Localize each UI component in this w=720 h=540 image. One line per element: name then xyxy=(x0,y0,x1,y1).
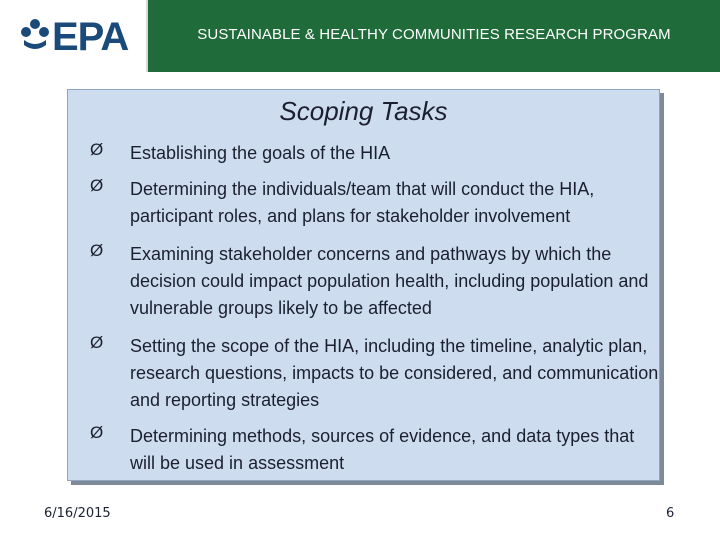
program-title: SUSTAINABLE & HEALTHY COMMUNITIES RESEARCH PROGRAM xyxy=(197,26,671,43)
box-title: Scoping Tasks xyxy=(279,96,448,126)
list-item-text: Determining methods, sources of evidence, and data types that will be used in assessment xyxy=(130,426,635,473)
program-banner xyxy=(148,0,720,72)
arrow-bullet-icon: Ø xyxy=(90,140,104,159)
logo-text: EPA xyxy=(52,15,129,59)
list-item-text: Setting the scope of the HIA, including the timeline, analytic plan, research questions, impacts to be considered, and communication and reporting strategies xyxy=(130,336,659,410)
arrow-bullet-icon: Ø xyxy=(90,176,104,195)
epa-flower-icon xyxy=(20,18,50,52)
list-item-text: Establishing the goals of the HIA xyxy=(130,143,391,163)
footer-date: 6/16/2015 xyxy=(44,506,111,521)
header xyxy=(0,0,720,72)
list-item-text: Examining stakeholder concerns and pathways by which the decision could impact population health, including population and vulnerable groups likely to be affected xyxy=(130,244,649,318)
list-item-text: Determining the individuals/team that will conduct the HIA, participant roles, and plans for stakeholder involvement xyxy=(130,179,595,226)
arrow-bullet-icon: Ø xyxy=(90,423,104,442)
page-number: 6 xyxy=(666,506,675,521)
arrow-bullet-icon: Ø xyxy=(90,241,104,260)
arrow-bullet-icon: Ø xyxy=(90,333,104,352)
content-box xyxy=(67,89,660,481)
epa-logo xyxy=(0,0,148,72)
